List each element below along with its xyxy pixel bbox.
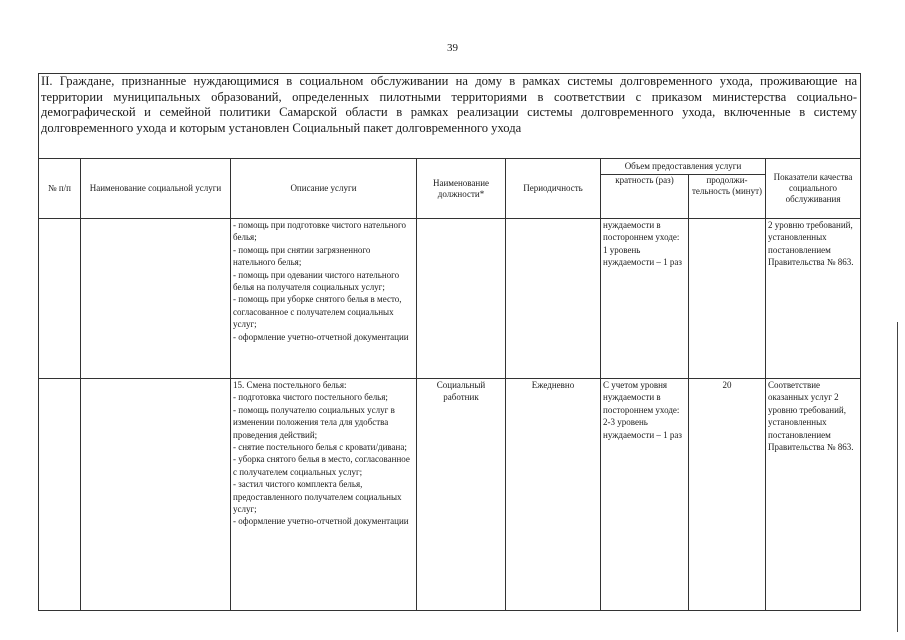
row-periodicity: Ежедневно [506,379,601,611]
header-description: Описание услуги [231,159,417,219]
row-position [417,219,506,379]
row-multiplicity: С учетом уровня нуждаемости в постороннем уходе: 2-3 уровень нуждаемости – 1 раз [601,379,689,611]
header-num: № п/п [39,159,81,219]
description-line: - помощь при снятии загрязненного нательного белья; [233,244,371,268]
row-description [231,219,417,379]
row-duration: 20 [689,379,766,611]
page-number: 39 [447,42,458,54]
description-line: - помощь получателю социальных услуг в изменении положения тела для удобства проведения действий; [233,404,395,440]
scan-margin-line [897,322,898,632]
row-service-name [81,219,231,379]
header-multiplicity: кратность (раз) [601,175,689,219]
description-line: - помощь при подготовке чистого нательного белья; [233,220,406,243]
row-num [39,219,81,379]
table-row [39,379,861,611]
description-line: - оформление учетно-отчетной документации [233,516,409,527]
description-line: - уборка снятого белья в место, согласованное с получателем социальных услуг; [233,454,410,477]
row-position: Социальный работник [417,379,506,611]
row-service-name [81,379,231,611]
description-line: - снятие постельного белья с кровати/дивана; [233,442,407,453]
description-line: - помощь при уборке снятого белья в место, согласованное с получателем социальных услуг; [233,294,402,330]
header-volume: Объем предоставления услуги [601,159,766,175]
description-line: - застил чистого комплекта белья, предоставленного получателем социальных услуг; [233,479,402,515]
header-quality: Показатели качества социального обслуживания [766,159,861,219]
header-service-name: Наименование социальной услуги [81,159,231,219]
description-line: 15. Смена постельного белья: [233,380,347,390]
row-periodicity [506,219,601,379]
row-duration [689,219,766,379]
header-periodicity: Периодичность [506,159,601,219]
table-row [39,219,861,379]
row-quality: 2 уровню требований, установленных постановлением Правительства № 863. [766,219,861,379]
row-description [231,379,417,611]
description-line: - оформление учетно-отчетной документации [233,331,409,342]
row-multiplicity: нуждаемости в постороннем уходе: 1 уровень нуждаемости – 1 раз [601,219,689,379]
header-position: Наименование должности* [417,159,506,219]
row-num [39,379,81,611]
row-quality: Соответствие оказанных услуг 2 уровню требований, установленных постановлением Правительства № 863. [766,379,861,611]
description-line: - подготовка чистого постельного белья; [233,392,388,403]
services-table [38,73,861,611]
header-duration: продолжи-тельность (минут) [689,175,766,219]
section-title: II. Граждане, признанные нуждающимися в социальном обслуживании на дому в рамках системы долговременного ухода, проживающие на территории муниципальных образований, определенных пилотными территориями в соответствии с приказом министерства социально-демографической и семейной политики Самарской области в рамках реализации системы долговременного ухода, включенные в систему долговременного ухода и которым установлен Социальный пакет долговременного ухода [39,74,861,159]
description-line: - помощь при одевании чистого нательного белья на получателя социальных услуг; [233,269,400,293]
